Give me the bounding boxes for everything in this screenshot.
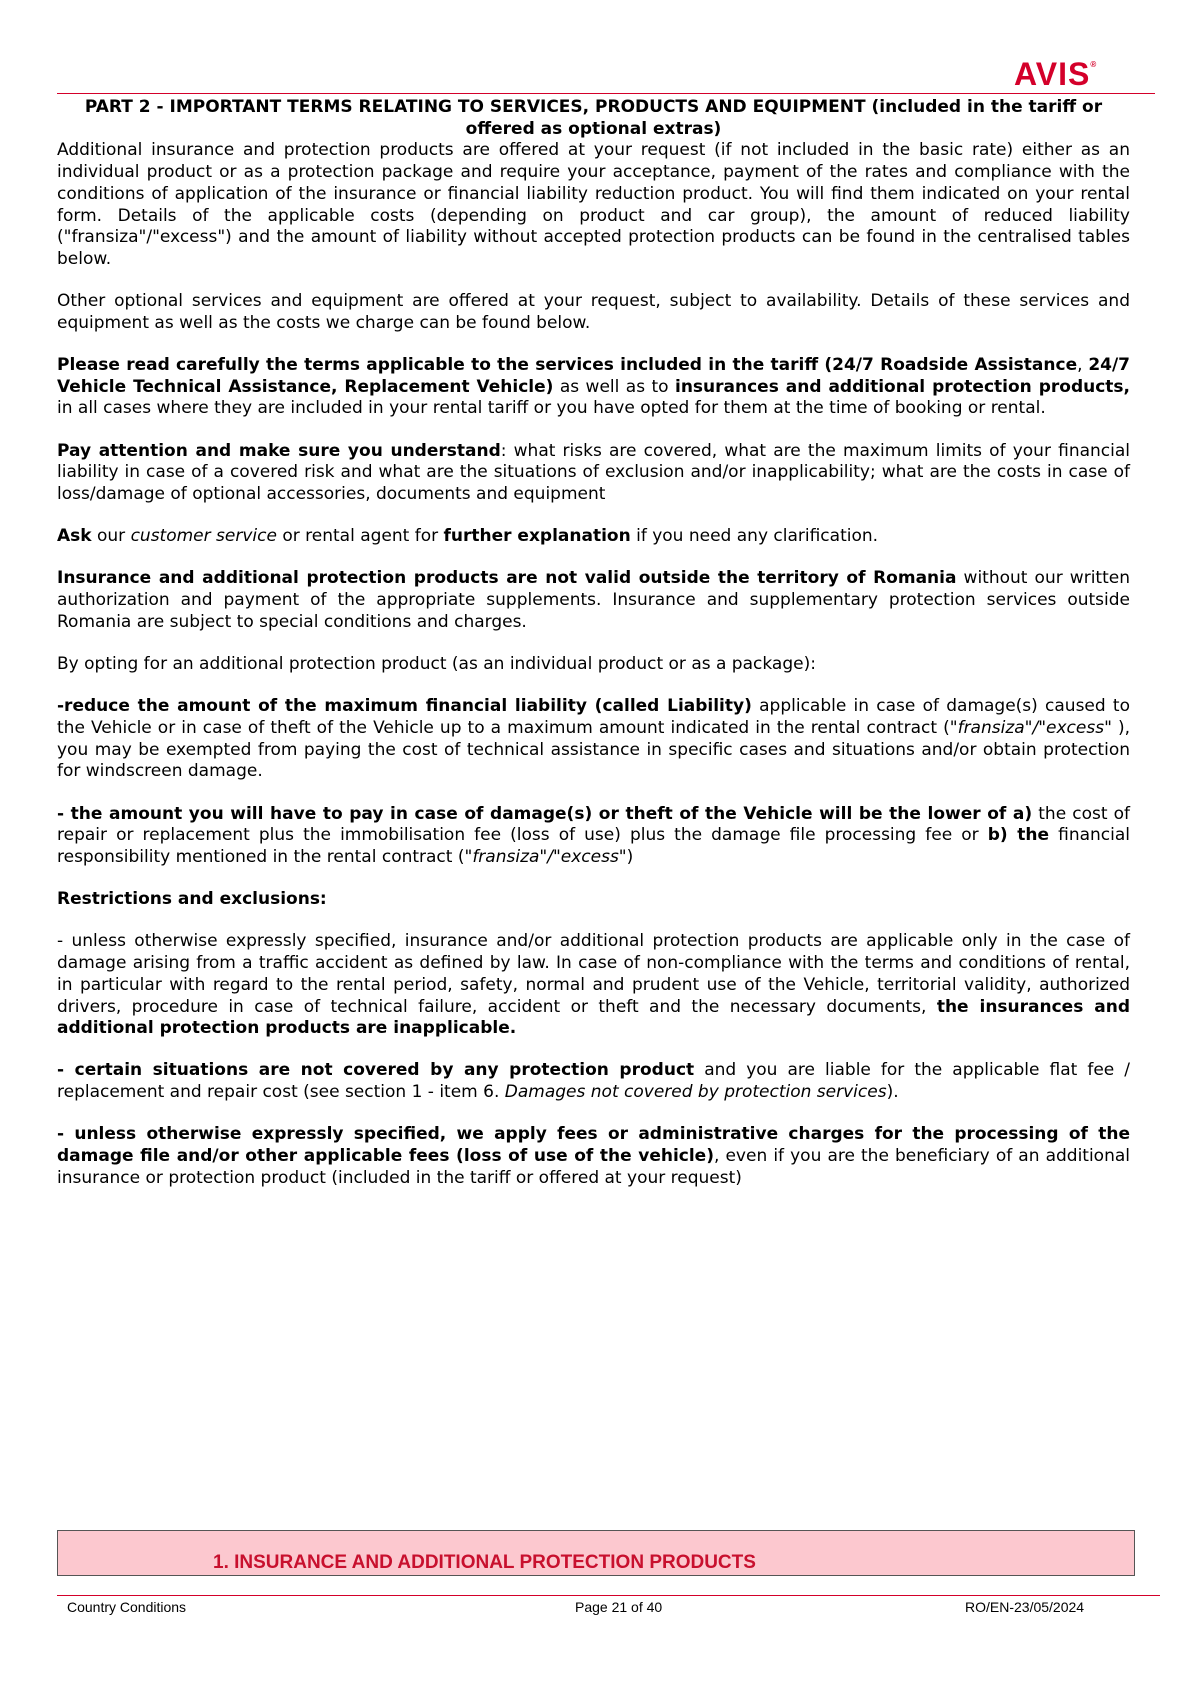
paragraph-traffic-accident: - unless otherwise expressly specified, insurance and/or additional protection products are applicable only in the case of damage arising from a traffic accident as defined by law. In case of non-compliance with the terms and conditions of rental, in particular with regard to the rental period, safety, normal and prudent use of the Vehicle, territorial validity, authorized drivers, procedure in case of technical failure, accident or theft and the necessary documents, the insurances and additional protection products are inapplicable.: [57, 931, 1130, 1039]
footer-page-number: Page 21 of 40: [575, 1599, 663, 1615]
document-body: [57, 97, 1130, 1210]
footer-divider: [57, 1595, 1160, 1596]
paragraph-opting: By opting for an additional protection product (as an individual product or as a package):: [57, 654, 816, 675]
paragraph-admin-fees: - unless otherwise expressly specified, we apply fees or administrative charges for the processing of the damage file and/or other applicable fees (loss of use of the vehicle), even if you are the beneficiary of an additional insurance or protection product (included in the tariff or offered at your request): [57, 1124, 1131, 1188]
restrictions-heading: Restrictions and exclusions:: [57, 889, 327, 910]
paragraph-not-covered: - certain situations are not covered by any protection product and you are liable for the applicable flat fee / replacement and repair cost (see section 1 - item 6. Damages not covered by protection services).: [57, 1060, 1131, 1103]
header-divider: [57, 93, 1155, 94]
paragraph-pay-attention: Pay attention and make sure you understand: what risks are covered, what are the maximum limits of your financial liability in case of a covered risk and what are the situations of exclusion and/or inapplicability; what are the costs in case of loss/damage of optional accessories, documents and equipment: [57, 440, 1130, 505]
part-heading: PART 2 - IMPORTANT TERMS RELATING TO SERVICES, PRODUCTS AND EQUIPMENT (included in the tariff or offered as optional extras): [84, 97, 1103, 139]
footer-doc-version: RO/EN-23/05/2024: [965, 1599, 1085, 1615]
footer-doc-name: Country Conditions: [67, 1599, 187, 1615]
paragraph-intro: Additional insurance and protection products are offered at your request (if not included in the basic rate) either as an individual product or as a protection package and require your acceptance, payment of the rates and compliance with the conditions of application of the insurance or financial liability reduction product. You will find them indicated on your rental form. Details of the applicable costs (depending on product and car group), the amount of reduced liability ("fransiza"/"excess") and the amount of liability without accepted protection products can be found in the centralised tables below.: [57, 140, 1130, 269]
paragraph-read-carefully: Please read carefully the terms applicable to the services included in the tariff (24/7 Roadside Assistance, 24/7 Vehicle Technical Assistance, Replacement Vehicle) as well as to insurances and additional protection products, in all cases where they are included in your rental tariff or you have opted for them at the time of booking or rental.: [57, 355, 1131, 419]
section-header-title: 1. INSURANCE AND ADDITIONAL PROTECTION PRODUCTS: [213, 1552, 756, 1573]
paragraph-optional-services: Other optional services and equipment are offered at your request, subject to availability. Details of these services and equipment as well as the costs we charge can be found below.: [57, 291, 1130, 333]
paragraph-reduce-liability: -reduce the amount of the maximum financial liability (called Liability) applicable in case of damage(s) caused to the Vehicle or in case of theft of the Vehicle up to a maximum amount indicated in the rental contract ("fransiza"/"excess" ), you may be exempted from paying the cost of technical assistance in specific cases and situations and/or obtain protection for windscreen damage.: [57, 696, 1130, 782]
paragraph-amount-to-pay: - the amount you will have to pay in case of damage(s) or theft of the Vehicle will be the lower of a) the cost of repair or replacement plus the immobilisation fee (loss of use) plus the damage file processing fee or b) the financial responsibility mentioned in the rental contract ("fransiza"/"excess"): [57, 803, 1131, 867]
paragraph-ask: Ask our customer service or rental agent for further explanation if you need any clarification.: [57, 526, 879, 547]
paragraph-territory: Insurance and additional protection products are not valid outside the territory of Romania without our written authorization and payment of the appropriate supplements. Insurance and supplementary protection services outside Romania are subject to special conditions and charges.: [57, 568, 1130, 632]
section-header-box: [57, 1530, 1135, 1576]
avis-logo: AVIS®: [1014, 56, 1098, 92]
